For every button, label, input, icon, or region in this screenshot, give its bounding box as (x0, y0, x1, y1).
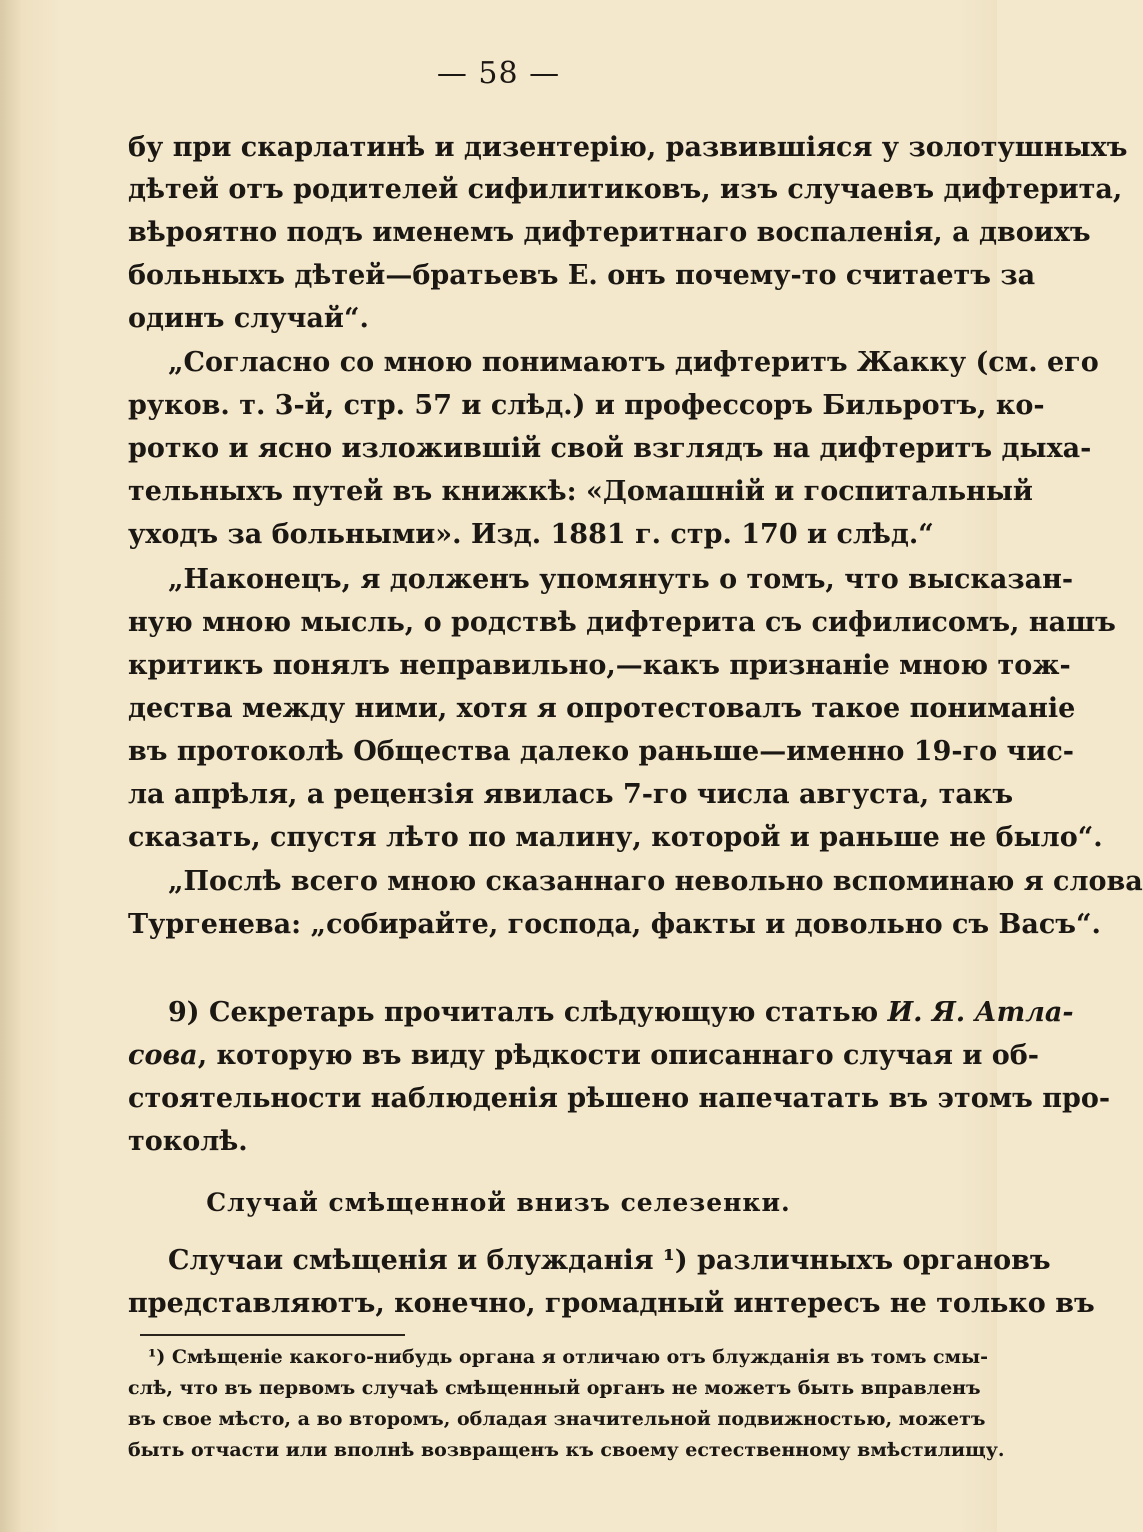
author-name: сова (128, 1040, 198, 1071)
section-heading: Случай смѣщенной внизъ селезенки. (206, 1188, 791, 1217)
body-line: тельныхъ путей въ книжкѣ: «Домашній и госпитальный (128, 476, 1033, 507)
body-line: бу при скарлатинѣ и дизентерію, развившіяся у золотушныхъ (128, 132, 1128, 163)
para9-text: , которую въ виду рѣдкости описаннаго случая и об- (197, 1040, 1039, 1071)
author-name: И. Я. Атла- (887, 997, 1074, 1028)
footnote-rule (140, 1334, 405, 1336)
para9-line (128, 1036, 1039, 1076)
section-line: Случаи смѣщенія и блужданія ¹) различныхъ органовъ (168, 1245, 1051, 1276)
body-line: ла апрѣля, а рецензія явилась 7-го числа августа, такъ (128, 779, 1014, 810)
body-line: больныхъ дѣтей—братьевъ Е. онъ почему-то считаетъ за (128, 260, 1036, 291)
body-line: ротко и ясно изложившій свой взглядъ на дифтеритъ дыха- (128, 433, 1092, 464)
footnote-line: въ свое мѣсто, а во второмъ, обладая значительной подвижностью, можетъ (128, 1408, 986, 1430)
body-line: вѣроятно подъ именемъ дифтеритнаго воспаленія, а двоихъ (128, 217, 1091, 248)
body-line: „Согласно со мною понимаютъ дифтеритъ Жакку (см. его (168, 347, 1099, 378)
body-line: въ протоколѣ Общества далеко раньше—именно 19-го чис- (128, 736, 1074, 767)
body-line: Тургенева: „собирайте, господа, факты и довольно съ Васъ“. (128, 909, 1101, 940)
para9-line: стоятельности наблюденія рѣшено напечатать въ этомъ про- (128, 1083, 1111, 1114)
body-line: „Послѣ всего мною сказаннаго невольно вспоминаю я слова (168, 866, 1143, 897)
section-line: представляютъ, конечно, громадный интересъ не только въ (128, 1288, 1095, 1319)
body-line: сказать, спустя лѣто по малину, которой и раньше не было“. (128, 822, 1103, 853)
body-line: критикъ понялъ неправильно,—какъ признаніе мною тож- (128, 650, 1071, 681)
body-line: руков. т. 3-й, стр. 57 и слѣд.) и профессоръ Бильротъ, ко- (128, 390, 1045, 421)
body-line: уходъ за больными». Изд. 1881 г. стр. 170 и слѣд.“ (128, 519, 934, 550)
footnote-line: быть отчасти или вполнѣ возвращенъ къ своему естественному вмѣстилищу. (128, 1439, 1005, 1461)
page-number: — 58 — (436, 56, 561, 91)
body-line: ную мною мысль, о родствѣ дифтерита съ сифилисомъ, нашъ (128, 607, 1116, 638)
body-line: дества между ними, хотя я опротестовалъ такое пониманіе (128, 693, 1076, 724)
footnote-line: ¹) Смѣщеніе какого-нибудь органа я отличаю отъ блужданія въ томъ смы- (148, 1346, 989, 1368)
body-line: одинъ случай“. (128, 303, 369, 334)
para9-line (128, 993, 1074, 1033)
footnote-line: слѣ, что въ первомъ случаѣ смѣщенный органъ не можетъ быть вправленъ (128, 1377, 981, 1399)
body-line: „Наконецъ, я долженъ упомянуть о томъ, что высказан- (168, 564, 1074, 595)
para9-line: токолѣ. (128, 1126, 248, 1157)
para9-text: 9) Секретарь прочиталъ слѣдующую статью (168, 997, 879, 1028)
body-line: дѣтей отъ родителей сифилитиковъ, изъ случаевъ дифтерита, (128, 174, 1123, 205)
